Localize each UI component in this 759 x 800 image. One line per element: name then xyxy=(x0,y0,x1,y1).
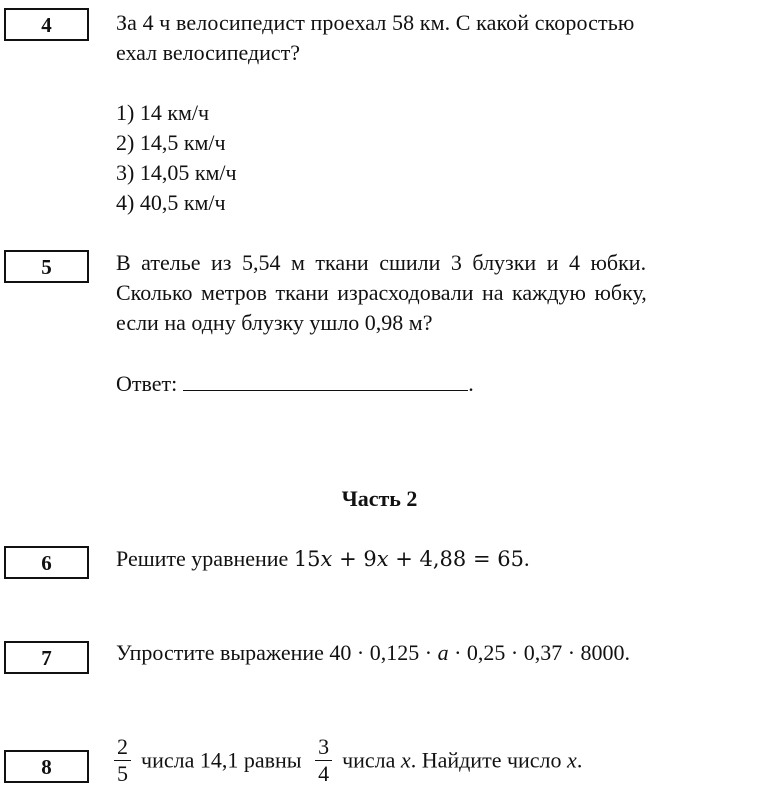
task-number-box: 6 xyxy=(4,546,89,579)
question-line: если на одну блузку ушло 0,98 м? xyxy=(116,310,433,335)
question-text: Упростите выражение 40 · 0,125 · xyxy=(116,640,438,665)
task-number-box: 7 xyxy=(4,641,89,674)
question-line: В ателье из 5,54 м ткани сшили 3 блузки и 4 юбки. xyxy=(116,250,647,275)
eq-variable: x xyxy=(376,547,389,571)
fraction-numerator: 3 xyxy=(315,734,332,761)
end-punct: . xyxy=(523,546,530,571)
question-line: ехал велосипедист? xyxy=(116,40,301,65)
question-line: Сколько метров ткани израсходовали на каждую юбку, xyxy=(116,280,647,305)
eq-term: 15 xyxy=(293,547,321,571)
task-text xyxy=(116,544,748,574)
fraction xyxy=(114,734,131,787)
task-text xyxy=(116,638,748,668)
task-number-box: 4 xyxy=(4,8,89,41)
equation xyxy=(294,547,524,571)
task-text xyxy=(116,248,748,399)
answer-option: 3) 14,05 км/ч xyxy=(116,160,237,185)
answer-row xyxy=(116,368,748,399)
eq-variable: x xyxy=(320,547,333,571)
fraction-denominator: 5 xyxy=(117,761,128,786)
expr-variable: a xyxy=(437,640,449,665)
unknown-variable: x xyxy=(567,747,577,773)
question-text: . Найдите число xyxy=(410,747,568,773)
part-2-heading: Часть 2 xyxy=(341,486,418,511)
answer-option: 4) 40,5 км/ч xyxy=(116,190,226,215)
unknown-variable: x xyxy=(400,747,411,773)
answer-option: 2) 14,5 км/ч xyxy=(116,130,226,155)
answer-option: 1) 14 км/ч xyxy=(116,100,210,125)
answer-end: . xyxy=(468,371,474,396)
fraction-numerator: 2 xyxy=(114,734,131,761)
eq-term: + 4,88 = 65 xyxy=(395,547,524,571)
question-text: · 0,25 · 0,37 · 8000. xyxy=(448,640,631,665)
question-text: Решите уравнение xyxy=(116,546,289,571)
question-tail xyxy=(342,748,582,773)
fraction xyxy=(315,734,332,787)
task-number-box: 8 xyxy=(4,750,89,783)
eq-term: + 9 xyxy=(339,547,377,571)
question-text: числа xyxy=(342,747,401,773)
fraction-denominator: 4 xyxy=(318,761,330,786)
end-punct: . xyxy=(576,747,583,773)
answer-label: Ответ: xyxy=(116,371,178,396)
question-line: За 4 ч велосипедист проехал 58 км. С какой скоростью xyxy=(116,10,635,35)
question-text: числа 14,1 равны xyxy=(141,747,302,773)
task-text xyxy=(116,8,748,218)
task-text xyxy=(112,734,744,787)
task-number-box: 5 xyxy=(4,250,89,283)
answer-blank[interactable] xyxy=(183,368,468,391)
